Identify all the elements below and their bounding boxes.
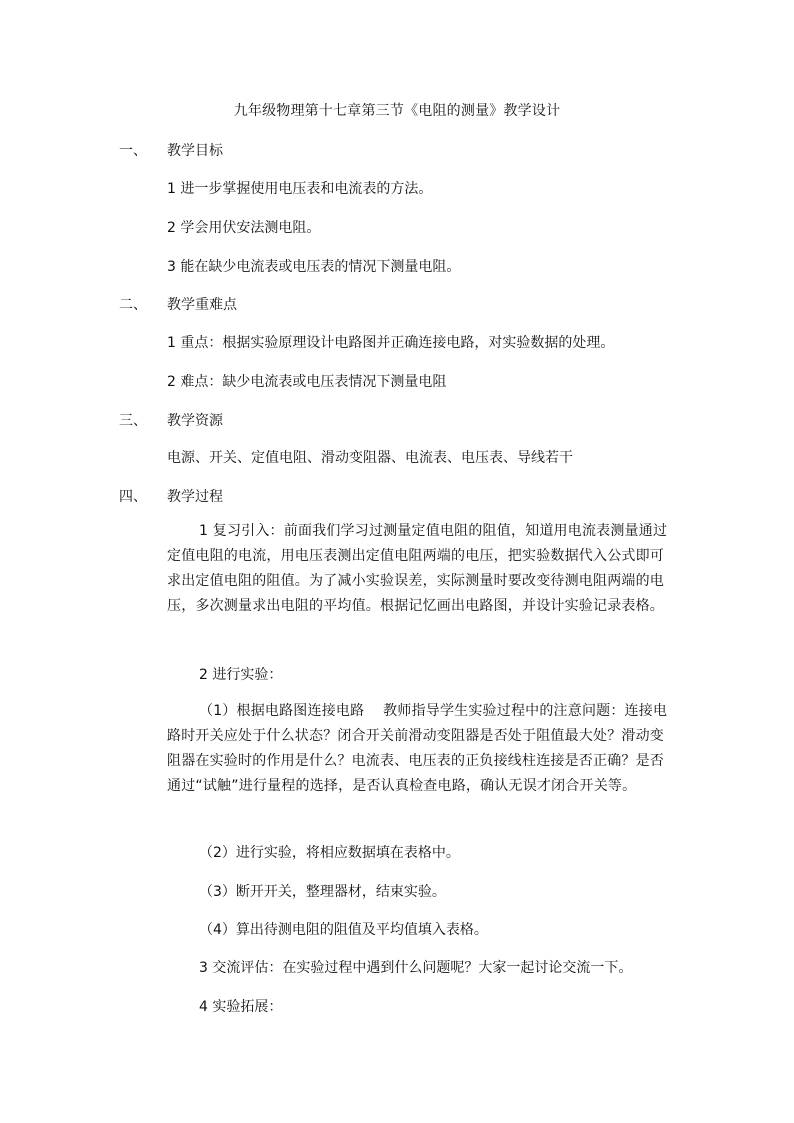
section-label: 教学重难点: [167, 297, 237, 313]
objective-item: 2 学会用伏安法测电阻。: [167, 220, 321, 236]
section-label: 教学目标: [167, 143, 223, 159]
section-label: 教学资源: [167, 413, 223, 429]
key-point-item: 1 重点：根据实验原理设计电路图并正确连接电路，对实验数据的处理。: [167, 335, 615, 351]
exchange-evaluation: 3 交流评估：在实验过程中遇到什么问题呢？大家一起讨论交流一下。: [199, 960, 633, 976]
section-heading-objectives: [119, 140, 223, 160]
section-heading-key-points: [119, 294, 237, 314]
objective-item: 1 进一步掌握使用电压表和电流表的方法。: [167, 181, 433, 197]
experiment-extension: 4 实验拓展：: [199, 999, 283, 1015]
section-heading-resources: [119, 410, 223, 430]
experiment-heading: 2 进行实验：: [199, 667, 283, 683]
objective-item: 3 能在缺少电流表或电压表的情况下测量电阻。: [167, 259, 461, 275]
section-label: 教学过程: [167, 489, 223, 505]
resources-text: 电源、开关、定值电阻、滑动变阻器、电流表、电压表、导线若干: [167, 450, 573, 466]
document-title: 九年级物理第十七章第三节《电阻的测量》教学设计: [233, 103, 561, 119]
section-number: 四、: [119, 489, 147, 505]
experiment-step-2: （2）进行实验，将相应数据填在表格中。: [199, 845, 460, 861]
section-heading-process: [119, 486, 223, 506]
experiment-step-3: （3）断开开关，整理器材，结束实验。: [199, 884, 446, 900]
experiment-step-4: （4）算出待测电阻的阻值及平均值填入表格。: [199, 922, 488, 938]
experiment-step-1: （1）根据电路图连接电路 教师指导学生实验过程中的注意问题：连接电路时开关应处于什么状态？闭合开关前滑动变阻器是否处于阻值最大处？滑动变阻器在实验时的作用是什么？电流表、电压表的正负接线柱连接是否正确？是否通过“试触”进行量程的选择，是否认真检查电路，确认无误才闭合开关等。: [167, 703, 668, 794]
review-paragraph: 1 复习引入：前面我们学习过测量定值电阻的阻值，知道用电流表测量通过定值电阻的电流，用电压表测出定值电阻两端的电压，把实验数据代入公式即可求出定值电阻的阻值。为了减小实验误差，实际测量时要改变待测电阻两端的电压，多次测量求出电阻的平均值。根据记忆画出电路图，并设计实验记录表格。: [167, 523, 668, 614]
section-number: 三、: [119, 413, 147, 429]
key-point-item: 2 难点：缺少电流表或电压表情况下测量电阻: [167, 374, 447, 390]
section-number: 一、: [119, 143, 147, 159]
section-number: 二、: [119, 297, 147, 313]
